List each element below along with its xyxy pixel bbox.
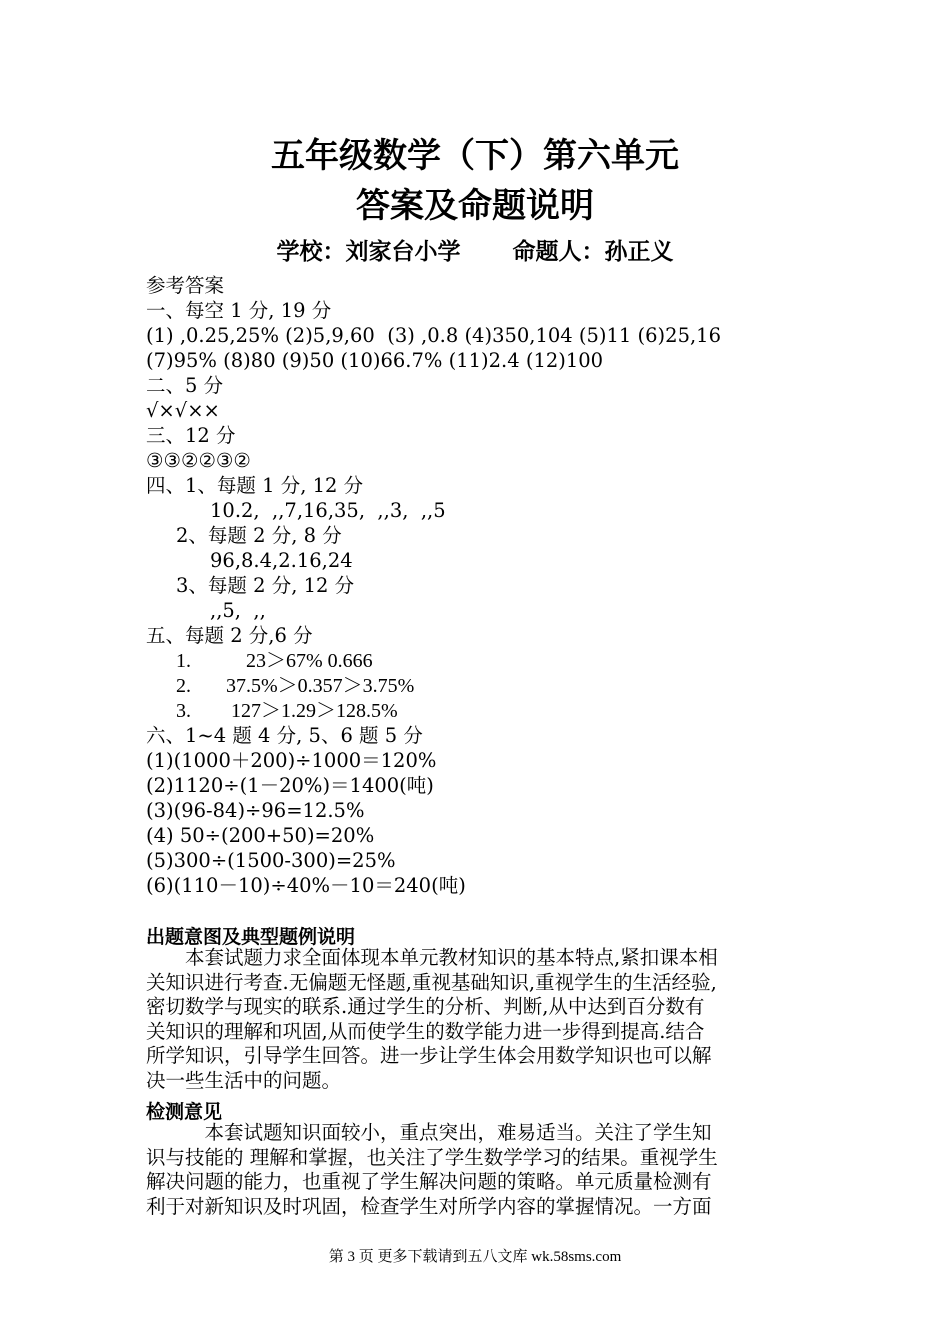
intent-heading: 出题意图及典型题例说明 [146, 926, 356, 948]
section-6-heading: 六、1~4 题 4 分, 5、6 题 5 分 [146, 724, 423, 747]
section-4-2-heading: 2、每题 2 分, 8 分 [176, 524, 342, 547]
intent-line-4: 关知识的理解和巩固,从而使学生的数学能力进一步得到提高.结合 [146, 1019, 705, 1043]
section-4-1-answers: 10.2, ,,7,16,35, ,,3, ,,5 [210, 499, 446, 522]
section-6-item-1: (1)(1000＋200)÷1000＝120% [146, 749, 437, 772]
author-name: 命题人：孙正义 [512, 239, 674, 265]
section-1-line-2: (7)95% (8)80 (9)50 (10)66.7% (11)2.4 (12)100 [146, 349, 604, 372]
section-5-heading: 五、每题 2 分,6 分 [146, 624, 313, 647]
intent-paragraph [146, 946, 810, 1093]
opinion-line-4: 利于对新知识及时巩固，检查学生对所学内容的掌握情况。一方面 [146, 1194, 712, 1218]
section-1-heading: 一、每空 1 分, 19 分 [146, 299, 332, 322]
doc-subtitle: 答案及命题说明 [356, 186, 594, 226]
section-4-heading: 四、1、每题 1 分, 12 分 [146, 474, 364, 497]
section-6-item-6: (6)(110－10)÷40%－10＝240(吨) [146, 874, 466, 897]
opinion-line-2: 识与技能的 理解和掌握，也关注了学生数学学习的结果。重视学生 [146, 1145, 718, 1169]
intent-line-6: 决一些生活中的问题。 [146, 1068, 342, 1092]
section-3-answers: ③③②②③② [146, 449, 251, 472]
intent-line-3: 密切数学与现实的联系.通过学生的分析、判断,从中达到百分数有 [146, 995, 705, 1018]
intent-line-2: 关知识进行考查.无偏题无怪题,重视基础知识,重视学生的生活经验, [146, 970, 717, 994]
opinion-paragraph [146, 1121, 810, 1219]
intent-line-1: 本套试题力求全面体现本单元教材知识的基本特点,紧扣课本相 [146, 946, 718, 969]
section-6-item-5: (5)300÷(1500-300)=25% [146, 849, 396, 872]
section-6-item-2: (2)1120÷(1－20%)＝1400(吨) [146, 774, 434, 797]
section-2-heading: 二、5 分 [146, 374, 224, 397]
page-footer: 第 3 页 更多下载请到五八文库 wk.58sms.com [328, 1249, 622, 1265]
section-4-2-answers: 96,8.4,2.16,24 [210, 549, 353, 572]
section-3-heading: 三、12 分 [146, 424, 236, 447]
section-1-line-1: (1) ,0.25,25% (2)5,9,60 (3) ,0.8 (4)350,104 (5)11 (6)25,16 [146, 324, 721, 347]
intent-line-5: 所学知识，引导学生回答。进一步让学生体会用数学知识也可以解 [146, 1044, 712, 1067]
section-6-item-4: (4) 50÷(200+50)=20% [146, 824, 375, 847]
opinion-heading: 检测意见 [146, 1101, 223, 1123]
section-5-item-3: 3. 127＞1.29＞128.5% [176, 700, 398, 722]
section-5-item-2: 2. 37.5%＞0.357＞3.75% [176, 675, 415, 697]
section-4-3-heading: 3、每题 2 分, 12 分 [176, 574, 355, 597]
section-6-item-3: (3)(96-84)÷96=12.5% [146, 799, 365, 822]
answers-heading: 参考答案 [146, 274, 225, 297]
section-2-answers: √×√×× [146, 399, 220, 422]
opinion-line-3: 解决问题的能力，也重视了学生解决问题的策略。单元质量检测有 [146, 1170, 712, 1193]
section-4-3-answers: ,,5, ,, [210, 599, 266, 622]
doc-byline [0, 233, 950, 266]
section-5-item-1: 1. 23＞67% 0.666 [176, 650, 373, 672]
opinion-line-1: 本套试题知识面较小，重点突出，难易适当。关注了学生知 [146, 1121, 712, 1144]
school-name: 学校：刘家台小学 [276, 239, 461, 265]
doc-title: 五年级数学（下）第六单元 [271, 136, 679, 176]
